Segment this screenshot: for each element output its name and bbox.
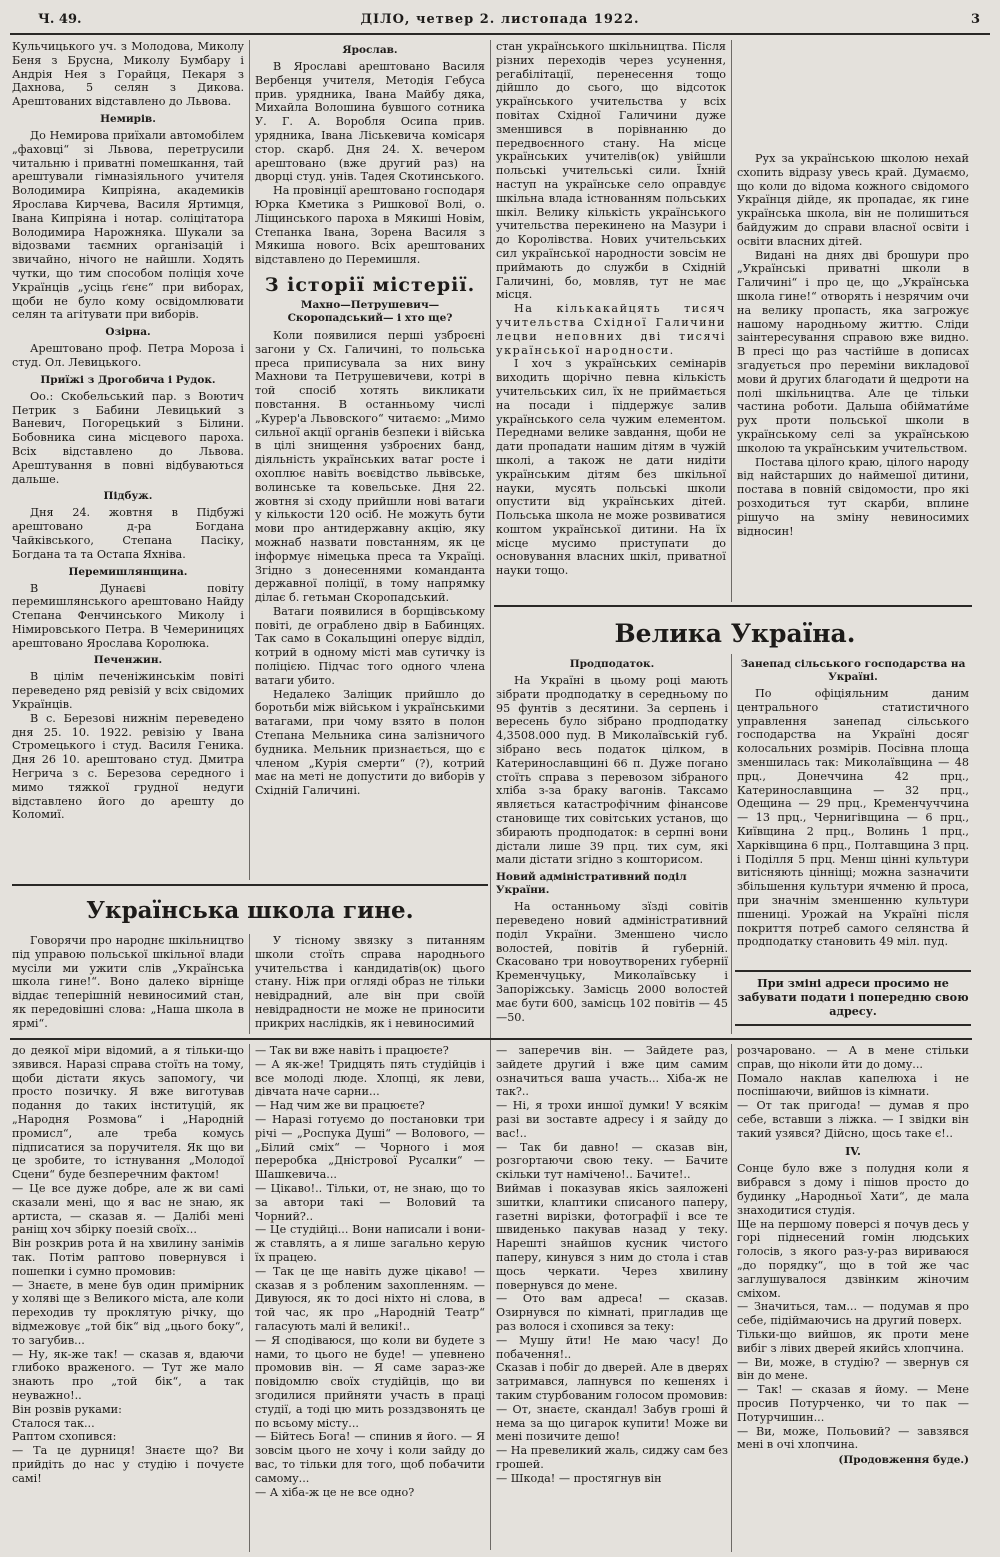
heading-yaroslav: Ярослав. <box>342 44 398 56</box>
paragraph-school-right: У тісному звязку з питанням школи стоїть справа народнього учительства і кандидатів(ок) цього стану. Ніж при огляді образ не тільки невідрадний, але він при своїй невідрадности не може не приносити прикрих наслідків, як і невиносимий <box>255 934 485 1030</box>
paragraph-admin-division: На останньому зїзді совітів переведено новий адміністративний поділ України. Зменшено число волостей, повітів й губерній. Скасовано три новоутворених губернії Кременчуцьку, Миколаївську і Запоріжську. Замісць 2000 волостей має бути 600, замісць 102 повітів — 45—50. <box>496 900 728 1024</box>
paragraph-pechenizhyn-2: В с. Березові нижнім переведено дня 25. 10. 1922. ревізію у Івана Стромецького і студ. Василя Геника. Дня 26 10. арештовано студ. Дмитра Негрича з с. Березова середного і мимо тяжкої грудної недуги відставлено його до арешту до Коломиї. <box>12 711 244 822</box>
heading-nemyriv: Немирів. <box>100 112 156 125</box>
paragraph-pidbuzh: Дня 24. жовтня в Підбужі арештовано д-ра Богдана Чайківського, Степана Пасіку, Богдана та та Остапа Яхніва. <box>12 506 244 561</box>
misteria-title: З історії містерії. <box>264 273 476 296</box>
paragraph-ozirna: Арештовано проф. Петра Мороза і студ. Ол. Левицького. <box>12 342 244 369</box>
story-column-4-part-2: Сонце було вже з полудня коли я вибрався з дому і пішов просто до будинку „Народньої Хати“, де мала знаходитися студія. Ще на першому поверсі я почув десь у горі піднесений гомін людських голосів, з якого раз-у-раз вириваюся „до порядку“, що в той же час заглушувалося дзвінким жіночим сміхом. — Значиться, там... — подумав я про себе, підіймаючись на другий поверх. Тільки-що вийшов, як проти мене вибіг з лівих дверей якийсь хлопчина. — Ви, може, в студію? — звернув ся він до мене. — Так! — сказав я йому. — Мене просив Потурченко, чи то пак — Потурчишин... — Ви, може, Польовий? — завзявся мені в очі хлопчина. <box>737 1162 969 1452</box>
paragraph-pechenizhyn-1: В цілім печеніжинськім повіті переведено ряд ревізій у всіх свідомих Українців. <box>12 670 244 712</box>
school-article-left <box>12 934 244 1034</box>
story-column-2: — Так ви вже навіть і працюєте? — А як-же! Тридцять пять студійців і все молоді люде. Хлопці, як леви, дівчата наче сарни... — Над чим же ви працюєте? — Наразі готуємо до постановки три річі — „Роспука Душі“ — Вoлового, — „Білий сміх“ — Чорного і моя переробка „Дністрової Русалки“ — Шашкевича... — Цікаво!.. Тільки, от, не знаю, що то за автори такі — Воловий та Чорний?.. — Це студійці... Вони написали і вони-ж ставлять, а я лише загально керую їх працею. — Так це ще навіть дуже цікаво! — сказав я з робленим захопленням. — Дивуюся, як то досі ніхто ні слова, в той час, як про „Народній Театр“ галасують малі й великі!.. — Я сподіваюся, що коли ви будете з нами, то цього не буде! — упевнено промовив він. — Я саме зараз-же повідомлю своїх студійців, що ви згодилися прийняти участь в праці студії, а тоді цю мить розздзвонять це по всьому місту... — Бійтесь Бога! — спинив я його. — Я зовсім цього не хочу і коли зайду до вас, то тільки для того, щоб побачити самому... — А хіба-ж це не все одно? <box>255 1044 485 1499</box>
section-rule <box>12 884 488 886</box>
column-divider <box>249 934 250 1034</box>
heading-peremyshl: Перемишлянщина. <box>68 565 188 578</box>
page-number: 3 <box>970 12 980 27</box>
school-article-right <box>255 934 485 1034</box>
to-be-continued: (Продовження буде.) <box>838 1454 969 1467</box>
column-divider <box>249 1044 250 1552</box>
heading-pryizhi: Приїжі з Дрогобича і Рудок. <box>40 373 216 386</box>
story-column-3: — заперечив він. — Зайдете раз, зайдете другий і вже цим самим означиться ваша участь... Хіба-ж не так?.. — Ні, я трохи иншої думки! У всякім разі ви зоставте адресу і я зайду до вас!.. — Так би давно! — сказав він, розгортаючи свою теку. — Бачите скільки тут намічено!.. Бачите!.. Виймав і показував якісь заяложені зшитки, клаптики списаного паперу, газетні вирізки, фотографії і все те швиденько пакував назад у теку. Нарешті знайшов кусник чистого паперу, кинувся з ним до стола і став щось черкати. Через хвилину повернувся до мене. — Ото вам адреса! — сказав. Озирнувся по кімнаті, пригладив ще раз волося і схопився за теку: — Мушу йти! Не маю часу! До побачення!.. Сказав і побіг до дверей. Але в дверях затримався, лапнувся по кешенях і таким стурбованим голосом промовив: — От, знаєте, скандал! Забув гроші й нема за що цигарок купити! Може ви мені позичите дешо! — На превеликий жаль, сиджу сам без грошей. — Шкода! — простягнув він <box>496 1044 728 1485</box>
column-4 <box>737 152 969 602</box>
paragraph-movement: Рух за українською школою нехай схопить відразу увесь край. Думаємо, що коли до відома кожного свідомого Українця дійде, як пропадає, як гине українська школа, він не полишиться байдужим до справи власної освіти і освіти власних дітей. <box>737 152 969 248</box>
masthead-rule <box>10 33 990 35</box>
heading-zanepad: Занепад сільського господарства на Україні. <box>740 658 966 683</box>
paragraph-peremyshl: В Дунаєві повіту перемишлянського арештовано Найду Степана Фенчинського Миколу і Німировського Петра. В Чемериницях арештовано Ярослава Королюка. <box>12 581 244 650</box>
paragraph-misteria-3: Недалеко Заліщик прийшло до боротьби між військом і українськими ватагами, при чому взято в полон Степана Мельника сина залізничого будника. Мельник признається, що є членом „Курія смерти“ (?), котрий має на меті не допустити до виборів у Східній Галичині. <box>255 687 485 798</box>
story-column-4-part-1: розчаровано. — А в мене стільки справ, що ніколи йти до дому... Помало наклав капелюха і не поспішаючи, вийшов із кімнати. — От так пригода! — думав я про себе, вставши з ліжка. — І звідки він такий узявся? Дійсно, щось таке є!.. <box>737 1044 969 1140</box>
page-label: Ч. 49. <box>38 12 82 27</box>
column-divider <box>249 40 250 880</box>
heading-pidbuzh: Підбуж. <box>103 490 153 503</box>
arrests-intro: Кульчицького уч. з Молодова, Миколу Беня з Брусна, Миколу Бумбару і Андрія Нея з Горайця, Пекаря з Дахнова, 5 селян з Дикова. Арештованих відставлено до Львова. <box>12 40 244 109</box>
paragraph-teacher-count: На кількакайцять тисяч учительства Східної Галичини лецви неповних дві тисячі української народности. <box>496 302 726 357</box>
paragraph-seminaries: І хоч з українських семінарів виходить щорічно певна кількість учительських сил, їх не приймається на посади і піддержує залив українського села чужим елементом. Переднами велике завдання, щоби не дати пропадати нашим дітям в чужій школі, а також не дати нидіти українським дітям без шкільної науки, мусять польські школи опустити від українських дітей. Польська школа не може розвиватися коштом української дитини. На їх місце мусимо приступати до основування власних шкіл, приватної науки тощо. <box>496 357 726 578</box>
paragraph-misteria-2: Ватаги появилися в борщівському повіті, де ограблено двір в Бабинцях. Так само в Сокальщині оперує відділ, котрий в одному місті мав сутичку із поліцією. Підчас того одного члена ватаги убито. <box>255 604 485 687</box>
column-divider <box>731 40 732 602</box>
paragraph-yaroslav-2: На провінції арештовано господаря Юрка Кметика з Ришкової Волі, о. Ліщинського пароха в Мякиші Новім, Степанка Івана, Зорена Василя з Мякиша нового. Всіх арештованих відставлено до Перемишля. <box>255 184 485 267</box>
velyka-column-right <box>737 654 969 964</box>
paragraph-pryizhi: Оо.: Скобельський пар. з Воютич Петрик з Бабини Левицький з Ваневич, Погорецький з Білини. Бобовника сина місцевого пароха. Всіх відставлено до Львова. Арештування в повні відбуваються дальше. <box>12 389 244 486</box>
paragraph-brochures: Видані на днях дві брошури про „Українські приватні школи в Галичині“ і про це, що „Українська школа гине!“ отворять і незрячим очи на велику пропасть, яка загрожує нашому народньому життю. Сліди заінтересування справою вже видно. В пресі що раз частійше в дописах згадується про переміни викладової мови й других благодати й щедроти на полі шкільництва. Але це тільки частина роботи. Дальша обіймати́ме рух проти польської школи в українському селі за українською школою та українським учительством. <box>737 248 969 455</box>
column-3 <box>496 40 726 602</box>
notice-rule-bottom <box>735 1024 971 1026</box>
velyka-ukraina-title: Велика Україна. <box>614 619 856 648</box>
notice-rule-top <box>735 970 971 972</box>
paragraph-nemyriv: До Немирова приїхали автомобілем „фаховці“ зі Львова, перетрусили читальню і приватні помешкання, тай арештували гімназіяльного учителя Володимира Кипріяна, академиків Ярослава Кирчева, Василя Яртимця, Івана Кипріяна і нотар. соліцітатора Володимира Нарожняка. Шукали за відозвами таємних організацій і звичайно, нічого не найшли. Ходять чутки, що тим способом поліція хоче Українців „усіць ґєнє“ при виборах, щоби не було кому освідомлювати селян та агітувати при виборів. <box>12 128 244 322</box>
misteria-subtitle: Махно—Петрушевич—Скоропадський— і хто ще? <box>287 298 453 324</box>
feuilleton-rule <box>10 1038 972 1040</box>
column-divider <box>731 654 732 1034</box>
masthead-title: ДІЛО, четвер 2. листопада 1922. <box>360 12 640 27</box>
column-divider <box>731 1044 732 1552</box>
address-change-notice: При зміні адреси просимо не забувати подати і попередню свою адресу. <box>737 976 969 1018</box>
paragraph-yaroslav-1: В Ярославі арештовано Василя Вербенця учителя, Методія Гебуса прив. урядника, Івана Майбу дяка, Михайла Волошина бувшого сотника У. Г. А. Воробля Осипа прив. урядника, Івана Ліськевича комісаря стор. скарб. Дня 24. Х. вечером арештовано (вже другий раз) на дворці студ. унів. Тадея Скотинського. <box>255 60 485 184</box>
paragraph-school-status: стан українського шкільництва. Після різних переходів через усунення, регабілітації, перенесення тощо дійшло до сього, що відсоток українського учительства у всіх повітах Східної Галичини дуже зменшився в порівнанню до передвоєнного стану. На місце українських учителів(ок) увійшли польські учительські сили. Їхній наступ на українське село оправдує шкільна влада істнованням польських шкіл. Велику кількість українського учительства перекинено на Мазури і до Королівства. Нових учительських сил української народности зовсім не приймають до служби в Східній Галичині, бо, мовляв, тут не має місця. <box>496 40 726 302</box>
paragraph-prodpodatok: На Україні в цьому році мають зібрати продподатку в середньому по 95 фунтів з десятини. За серпень і вересень було зібрано продподатку 4,3508.000 пуд. В Миколаївській губ. зібрано весь податок цілком, в Катеринославщині 66 п. Дуже погано стоїть справа з перевозом зібраного хліба з-за браку вагонів. Таксамо являється катастрофічним фінансове становище тих совітських установ, що збирають продподаток: в серпні вони дістали лише 39 прц. тих сум, які мали дістати згідно з кошторисом. <box>496 674 728 867</box>
heading-prodpodatok: Продподаток. <box>569 658 655 670</box>
paragraph-zanepad: По офіціяльним даним центрального статистичного управлення занепад сільського господарства на Україні досяг колосальних розмірів. Посівна площа зменшилась так: Миколаївщина — 48 прц., Донеччина 42 прц., Катеринославщина — 32 прц., Одещина — 29 прц., Кременчуччина — 13 прц., Чернигівщина — 6 прц., Київщина 2 прц., Волинь 1 прц., Харківщина 6 прц., Полтавщина 3 прц. і Поділля 5 прц. Менш цінні культури витісняють цінніщі; можна зазначити збільшення культури ячменю й проса, при значнім зменшенню культури пшениці. Урожай на Україні після покриття потреб самого селянства й продподатку становить 49 міл. пуд. <box>737 687 969 949</box>
column-2 <box>255 40 485 880</box>
column-divider <box>490 40 491 1550</box>
heading-pechenizhyn: Печенжин. <box>93 654 163 667</box>
section-rule <box>494 605 972 607</box>
school-article-title: Українська школа гине. <box>86 897 414 924</box>
paragraph-misteria-1: Коли появилися перші узброєні загони у Сх. Галичині, то польська преса приписувала за них вину Махнови та Петрушевичеви, котрі в той спосіб хотять викликати повстання. В останньому числі „Куреp'a Львовского“ читаємо: „Мимо сильної акції органів безпеки і війська в цілі знищення узброєних банд, діяльність українських ватаг росте і охоплює навіть воєвідство львівське, волинське та ковельське. Дня 22. жовтня зі сходу прийшли нові ватаги у кількости 120 осіб. Не можуть бути мови про антидержавну акцію, яку можнаб назвати повстанням, як це інформує німецька преса та Україці. Згідно з донесеннями команданта державної поліції, в тому напрямку ділає б. гетьман Скоропадський. <box>255 328 485 605</box>
chapter-number: IV. <box>845 1143 861 1158</box>
heading-admin-division: Новий адміністративний поділ України. <box>496 871 687 897</box>
story-column-1: до деякої міри відомий, а я тільки-що зявився. Наразі справа стоїть на тому, щоби дістати якусь запомогу, чи просто позичку. Я вже виготував подання до таких інституцій, як „Народня Розмова“ і „Народній промисл“, але треба комусь підписатися за поручителя. Як що ви це зробите, то істнування „Молодої Сцени“ буде безперечним фактом! — Це все дуже добре, але ж ви самі сказали мені, що я вас не знаю, як артиста, — сказав я. — Далібі мені раніщ хоч збірку поезій своїх... Він розкрив рота й на хвилину занімів так. Потім раптово повернувся і пошепки і сумно промовив: — Знаєте, в мене був один примірник у холяві ще з Великого міста, але коли переходив ту проклятую річку, що відмежовує „той бік“ від „цього боку“, то загубив... — Ну, як-же так! — сказав я, вдаючи глибоко враженого. — Тут же мало знають про „той бік“, а так неуважно!.. Він розвів руками: Сталося так... Раптом схопився: — Та це дурниця! Знаєте що? Ви прийдіть до нас у студію і почуєте самі! <box>12 1044 244 1485</box>
story-column-4 <box>737 1044 969 1552</box>
paragraph-whole-nation: Постава цілого краю, цілого народу від найстарших до наймешої дитини, постава в повній свідомости, про які розходиться тут скарби, вплине рішучо на зміну невиносимих відносин! <box>737 455 969 538</box>
paragraph-school-left: Говорячи про народнє шкільництво під управою польської шкільної влади мусіли ми ужити слів „Українська школа гине!“. Воно далеко вірніще віддає теперішній невиносимий стан, як передовішні слова: „Наша школа в ярмі“. <box>12 934 244 1030</box>
heading-ozirna: Озірна. <box>105 326 151 339</box>
column-1 <box>12 40 244 880</box>
velyka-column-left <box>496 654 728 1044</box>
